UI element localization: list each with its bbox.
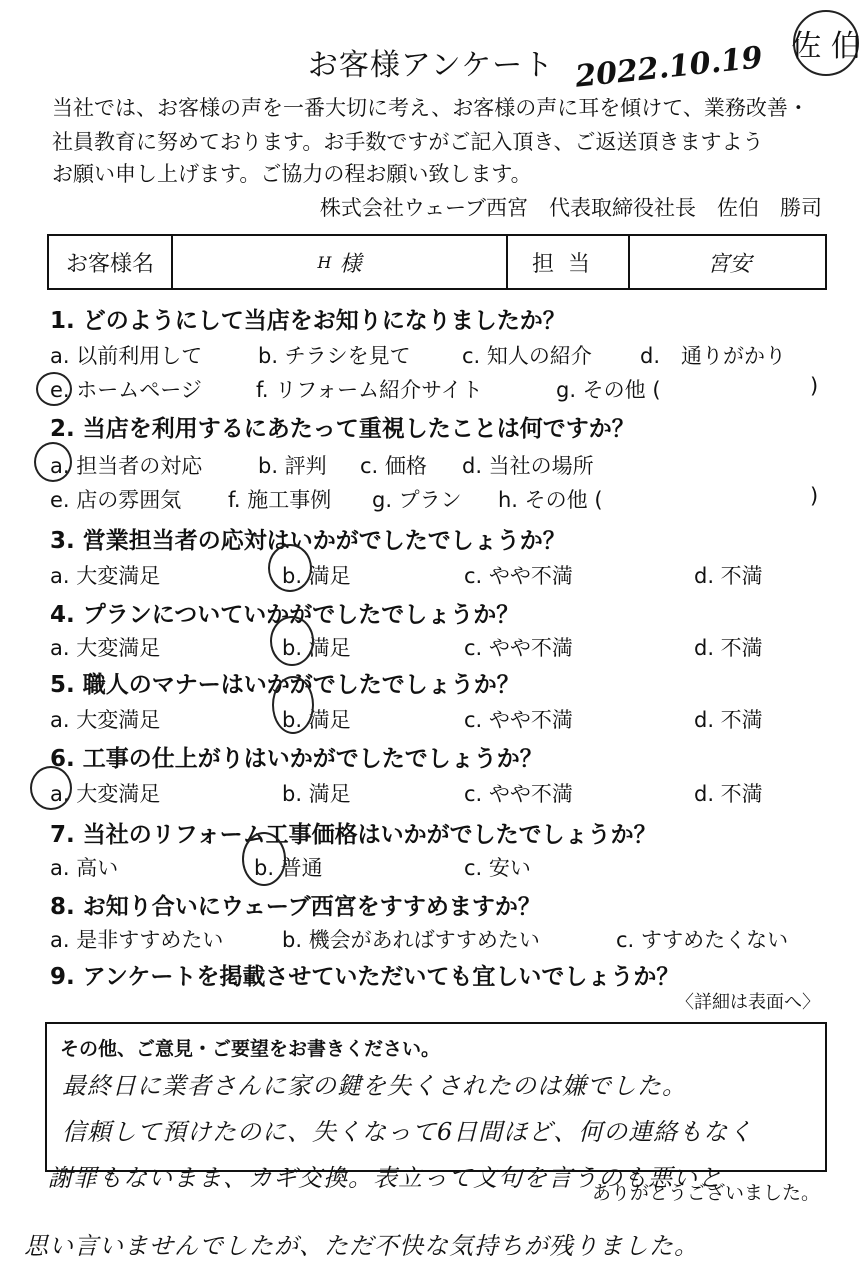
q4-option-a: a. 大変満足 — [50, 636, 161, 660]
q1-option-f: f. リフォーム紹介サイト — [256, 378, 483, 402]
question-2: 2. 当店を利用するにあたって重視したことは何ですか？ — [50, 416, 635, 442]
q8-option-b: b. 機会があればすすめたい — [282, 928, 540, 952]
staff-label: 担当 — [508, 236, 630, 288]
q2-option-b: b. 評判 — [258, 454, 327, 478]
q5-option-c: c. やや不満 — [464, 708, 573, 732]
q3-option-b: b. 満足 — [282, 564, 351, 588]
customer-name-field — [173, 236, 508, 288]
question-1: 1. どのようにして当店をお知りになりましたか？ — [50, 308, 566, 334]
company-signature: 株式会社ウェーブ西宮 代表取締役社長 佐伯 勝司 — [319, 196, 822, 220]
q3-option-d: d. 不満 — [694, 564, 763, 588]
q1-option-d: d. 通りがかり — [640, 344, 787, 368]
q8-option-a: a. 是非すすめたい — [50, 928, 224, 952]
question-3: 3. 営業担当者の応対はいかがでしたでしょうか？ — [50, 528, 566, 554]
comment-line-2: 信頼して預けたのに、失くなって6日間ほど、何の連絡もなく — [62, 1118, 754, 1146]
q1-option-g: g. その他 ( — [556, 378, 661, 402]
q5-answer-circle — [272, 676, 314, 734]
survey-title: お客様アンケート — [307, 48, 555, 83]
comment-label: その他、ご意見・ご要望をお書きください。 — [60, 1038, 441, 1060]
question-4: 4. プランについていかがでしたでしょうか？ — [50, 602, 520, 628]
q2-option-c: c. 価格 — [360, 454, 427, 478]
thanks-note: ありがとうございました。 — [591, 1182, 820, 1204]
q7-answer-circle — [242, 832, 286, 886]
question-7: 7. 当社のリフォーム工事価格はいかがでしたでしょうか？ — [50, 822, 657, 848]
question-8: 8. お知り合いにウェーブ西宮をすすめますか？ — [50, 894, 541, 920]
q2-option-h: h. その他 ( — [498, 488, 603, 512]
comment-line-1: 最終日に業者さんに家の鍵を失くされたのは嫌でした。 — [62, 1072, 687, 1100]
q3-option-c: c. やや不満 — [464, 564, 573, 588]
question-9: 9. アンケートを掲載させていただいても宜しいでしょうか？ — [50, 964, 680, 990]
q2-option-e: e. 店の雰囲気 — [50, 488, 182, 512]
customer-table — [47, 234, 827, 290]
q6-option-a: a. 大変満足 — [50, 782, 161, 806]
customer-honorific: 様 — [339, 251, 362, 277]
q2-option-d: d. 当社の場所 — [462, 454, 594, 478]
q6-option-d: d. 不満 — [694, 782, 763, 806]
q8-option-c: c. すすめたくない — [616, 928, 789, 952]
q1-close-paren: ) — [810, 374, 819, 398]
q1-option-e: e. ホームページ — [50, 378, 202, 402]
q2-close-paren: ) — [810, 484, 819, 508]
handwritten-date: 2022.10.19 — [573, 40, 765, 95]
q5-option-b: b. 満足 — [282, 708, 351, 732]
q6-option-c: c. やや不満 — [464, 782, 573, 806]
detail-note: 〈詳細は表面へ〉 — [676, 992, 820, 1013]
question-6: 6. 工事の仕上がりはいかがでしたでしょうか？ — [50, 746, 543, 772]
q3-answer-circle — [268, 544, 312, 592]
q2-option-g: g. プラン — [372, 488, 462, 512]
staff-name: 宮安 — [707, 251, 752, 277]
q4-option-d: d. 不満 — [694, 636, 763, 660]
q5-option-a: a. 大変満足 — [50, 708, 161, 732]
q1-option-a: a. 以前利用して — [50, 344, 203, 368]
customer-name-label: お客様名 — [49, 236, 173, 288]
q3-option-a: a. 大変満足 — [50, 564, 161, 588]
q2-answer-circle — [34, 442, 72, 482]
q5-option-d: d. 不満 — [694, 708, 763, 732]
intro-line-2: 社員教育に努めております。お手数ですがご記入頂き、ご返送頂きますよう — [52, 130, 764, 154]
q7-option-a: a. 高い — [50, 856, 119, 880]
q7-option-b: b. 普通 — [254, 856, 323, 880]
question-5: 5. 職人のマナーはいかがでしたでしょうか？ — [50, 672, 520, 698]
q4-option-c: c. やや不満 — [464, 636, 573, 660]
q1-option-b: b. チラシを見て — [258, 344, 411, 368]
intro-line-1: 当社では、お客様の声を一番大切に考え、お客様の声に耳を傾けて、業務改善・ — [52, 96, 809, 120]
q2-option-f: f. 施工事例 — [228, 488, 332, 512]
q6-option-b: b. 満足 — [282, 782, 351, 806]
customer-initial: H — [317, 252, 332, 272]
intro-line-3: お願い申し上げます。ご協力の程お願い致します。 — [52, 162, 532, 186]
q4-option-b: b. 満足 — [282, 636, 351, 660]
q7-option-c: c. 安い — [464, 856, 531, 880]
q6-answer-circle — [30, 766, 72, 810]
q4-answer-circle — [270, 616, 314, 666]
comment-line-3: 謝罪もないまま、カギ交換。表立って文句を言うのも悪いと — [48, 1164, 723, 1192]
comment-line-4: 思い言いませんでしたが、ただ不快な気持ちが残りました。 — [24, 1232, 699, 1260]
name-seal: 佐 伯 — [793, 10, 859, 76]
q2-option-a: a. 担当者の対応 — [50, 454, 203, 478]
q1-answer-circle — [36, 372, 72, 406]
q1-option-c: c. 知人の紹介 — [462, 344, 592, 368]
